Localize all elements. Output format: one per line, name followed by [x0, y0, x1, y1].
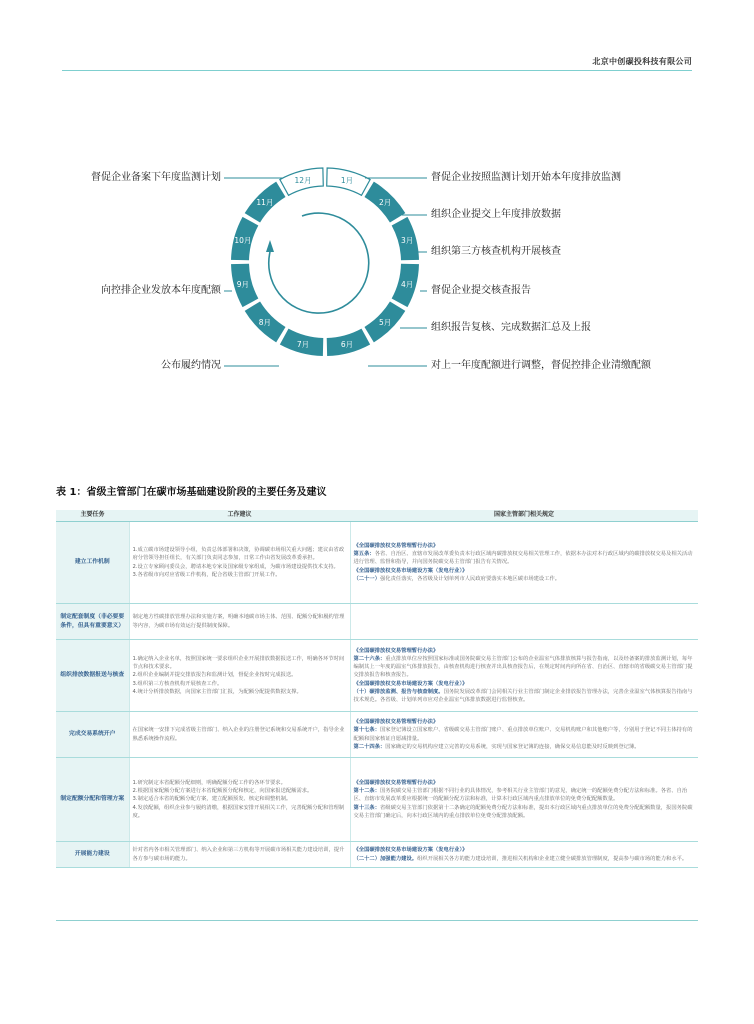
- cycle-right-label-3: 组织第三方核查机构开展核查: [431, 246, 561, 257]
- policy-clause-text: 国务院发展改革部门会同相关行业主管部门制定企业排放报告管理办法，完善企业温室气体核算报告指南与技术规范。各省级、计划单列市应对企业温室气体排放数据进行监督核查。: [353, 688, 693, 703]
- policy-clause-text: 国务院碳交易主管部门根据不同行业的具体情况，参考相关行业主管部门的意见，确定统一的配额免费分配方法和标准。各省、自治区、直辖市发展改革委应根据统一的配额分配方法和标准，计算本行政区域内重点排放单位的免费分配配额数量。: [353, 788, 688, 803]
- policy-clause: [354, 743, 696, 751]
- policy-title: 《全国碳排放权交易管理暂行办法》: [353, 543, 439, 550]
- header-suggestion: 工作建议: [129, 510, 350, 522]
- suggestion-item: 4.发放配额，组织企业参与履约清缴，根据国家安排开展相关工作，完善配额分配和管理制度。: [132, 804, 345, 819]
- cycle-left-label-1: 督促企业备案下年度监测计划: [91, 172, 221, 183]
- suggestion-item: 3.组织第三方核查机构开展核查工作。: [132, 680, 223, 687]
- suggestion-item: 制定地方性碳排放管理办法和实施方案，明确本地碳市场主体、范围、配额分配和履约管理等内容，为碳市场有效运行提供制度保障。: [132, 614, 345, 629]
- policy-cell: [350, 604, 698, 640]
- cycle-right-label-5: 组织报告复核、完成数据汇总及上报: [431, 322, 591, 333]
- suggestion-item: 3.制定适合本省的配额分配方案，建立配额预发、核定和调整机制。: [132, 796, 292, 803]
- policy-clause-text: 强化责任落实，各省级及计划单列市人民政府要落实本地区碳市场建设工作。: [380, 575, 561, 582]
- cycle-left-label-2: 向控排企业发放本年度配额: [101, 285, 221, 296]
- policy-clause-head: 第二十四条：: [353, 743, 386, 750]
- policy-cell: [350, 712, 698, 758]
- suggestion-item: 4.统计分析排放数据，向国家主管部门汇报，为配额分配提供数据支撑。: [132, 688, 302, 695]
- suggestion-item: 1.确定纳入企业名单，按照国家统一要求组织企业开展排放数据报送工作，明确各环节时间节点和技术要求。: [132, 656, 345, 671]
- table-row: [56, 640, 698, 712]
- suggestion-item: 在国家统一安排下完成省级主管部门、纳入企业的注册登记系统和交易系统开户，指导企业熟悉系统操作流程。: [132, 727, 345, 742]
- inner-cycle-arrow-arc: [269, 213, 369, 313]
- month-label-8: 8月: [258, 318, 272, 328]
- policy-clause: [354, 575, 696, 583]
- month-label-10: 10月: [234, 236, 252, 246]
- policy-clause-text: 国家确定的交易机构应建立完善的交易系统，实现与国家登记簿的连接，确保交易信息能及时反映到登记簿。: [385, 743, 640, 750]
- annual-cycle-diagram: [0, 0, 754, 470]
- month-label-3: 3月: [400, 236, 414, 246]
- suggestion-cell: [129, 640, 350, 712]
- policy-clause: [354, 655, 696, 679]
- policy-clause-text: 组织开展相关各方的能力建设培训，推进相关机构和企业建立健全碳排放管理制度，提高参与碳市场的能力和水平。: [417, 855, 688, 862]
- inner-cycle-arrowhead-icon: [266, 240, 274, 252]
- task-cell: 组织排放数据报送与核查: [56, 640, 129, 712]
- tasks-table: [56, 510, 698, 868]
- month-label-5: 5月: [378, 318, 392, 328]
- table-row: [56, 522, 698, 604]
- policy-title: 《全国碳排放权交易市场建设方案（发电行业）》: [353, 680, 468, 687]
- policy-title: 《全国碳排放权交易管理暂行办法》: [353, 780, 439, 787]
- policy-clause: [354, 787, 696, 803]
- suggestion-item: 2.设立专家顾问委员会，聘请本地专家及国家级专家组成，为碳市场建设提供技术支持。: [132, 563, 339, 570]
- month-label-6: 6月: [340, 340, 354, 350]
- suggestion-item: 1.成立碳市场建设领导小组，负责总体部署和决策，协调碳市场相关重大问题；建议由省政府分管领导担任组长，有关部门负责同志参加，日常工作由省发展改革委承担。: [132, 547, 345, 562]
- task-cell: 建立工作机制: [56, 522, 129, 604]
- suggestion-item: 针对省内各市相关管理部门、纳入企业和第三方机构等开展碳市场相关能力建设培训，提升各方参与碳市场的能力。: [132, 847, 345, 862]
- cycle-right-label-1: 督促企业按照监测计划开始本年度排放监测: [431, 172, 621, 183]
- cycle-right-label-4: 督促企业提交核查报告: [431, 285, 531, 296]
- policy-cell: [350, 640, 698, 712]
- cycle-left-label-3: 公布履约情况: [161, 360, 221, 371]
- policy-clause-text: 重点排放单位应按照国家标准或国务院碳交易主管部门公布的企业温室气体排放核算与报告指南，以及经备案的排放监测计划，每年编制其上一年度的温室气体排放报告，由核查机构进行核查并出具核查报告后，在规定时间内向所在省、自治区、直辖市的省级碳交易主管部门提交排放报告和核查报告。: [353, 656, 693, 679]
- policy-title: 《全国碳排放权交易管理暂行办法》: [353, 719, 439, 726]
- policy-cell: [350, 758, 698, 842]
- task-cell: 开展能力建设: [56, 842, 129, 868]
- task-cell: 制定配套制度（非必要要条件，但具有重要意义）: [56, 604, 129, 640]
- suggestion-cell: [129, 604, 350, 640]
- task-cell: 制定配额分配和管理方案: [56, 758, 129, 842]
- table-header-row: [56, 510, 698, 522]
- suggestion-item: 1.研究制定本省配额分配细则，明确配额分配工作的各环节要求。: [132, 780, 286, 787]
- header-policy: 国家主管部门相关规定: [350, 510, 698, 522]
- header-task: 主要任务: [56, 510, 129, 522]
- cycle-right-label-2: 组织企业提交上年度排放数据: [431, 209, 561, 220]
- suggestion-cell: [129, 758, 350, 842]
- table-row: [56, 712, 698, 758]
- table-row: [56, 604, 698, 640]
- suggestion-cell: [129, 842, 350, 868]
- month-label-7: 7月: [296, 340, 310, 350]
- month-label-1: 1月: [340, 175, 354, 185]
- month-label-12: 12月: [294, 175, 312, 185]
- policy-clause-head: （二十二）加强能力建设。: [353, 855, 418, 862]
- month-label-4: 4月: [400, 279, 414, 289]
- policy-clause-head: 第二十六条：: [353, 656, 386, 663]
- table-row: [56, 842, 698, 868]
- suggestion-cell: [129, 522, 350, 604]
- suggestion-cell: [129, 712, 350, 758]
- month-label-11: 11月: [256, 197, 274, 207]
- policy-clause-text: 省级碳交易主管部门依据第十二条确定的配额免费分配方法和标准，提出本行政区域内重点排放单位的免费分配配额数量，报国务院碳交易主管部门确定后，向本行政区域内的重点排放单位免费分配排放配额。: [353, 804, 693, 819]
- policy-clause-head: 第五条：: [353, 551, 375, 558]
- policy-clause: [354, 804, 696, 820]
- policy-clause: [354, 550, 696, 566]
- company-name: 北京中创碳投科技有限公司: [592, 57, 692, 66]
- table-row: [56, 758, 698, 842]
- policy-clause-head: （十）碳排放监测、报告与核查制度。: [353, 688, 444, 695]
- policy-clause: [354, 855, 696, 863]
- policy-clause-head: 第十二条：: [353, 788, 380, 795]
- policy-clause: [354, 688, 696, 704]
- policy-clause-text: 国家登记簿设立国家账户、省级碳交易主管部门账户、重点排放单位账户、交易机构账户和其他账户等，分别用于登记不同主体持有的配额和国家核证自愿减排量。: [353, 727, 693, 742]
- policy-title: 《全国碳排放权交易管理暂行办法》: [353, 648, 439, 655]
- policy-clause-text: 各省、自治区、直辖市发展改革委负责本行政区域内碳排放权交易相关管理工作，依据本办法对本行政区域内的碳排放权交易及相关活动进行管理、监督和指导，并向国务院碳交易主管部门报告有关情况。: [353, 551, 693, 566]
- policy-cell: [350, 842, 698, 868]
- policy-clause-head: （二十一）: [353, 575, 380, 582]
- month-label-9: 9月: [236, 279, 250, 289]
- suggestion-item: 2.根据国家配额分配方案进行本省配额预分配和核定，向国家报送配额需求。: [132, 788, 313, 795]
- policy-title: 《全国碳排放权交易市场建设方案（发电行业）》: [353, 567, 468, 574]
- suggestion-item: 3.各省级市向对应省级工作机构，配合省级主管部门开展工作。: [132, 571, 281, 578]
- policy-clause: [354, 726, 696, 742]
- policy-clause-head: 第十三条：: [353, 804, 380, 811]
- cycle-right-label-6: 对上一年度配额进行调整，督促控排企业清缴配额: [431, 360, 651, 371]
- task-cell: 完成交易系统开户: [56, 712, 129, 758]
- table-title: 表 1：省级主管部门在碳市场基础建设阶段的主要任务及建议: [56, 487, 327, 498]
- suggestion-item: 2.组织企业编制并提交排放报告和监测计划，督促企业按时完成报送。: [132, 672, 297, 679]
- month-label-2: 2月: [378, 197, 392, 207]
- policy-clause-head: 第十七条：: [353, 727, 380, 734]
- table-bottom-rule: [56, 920, 698, 921]
- policy-title: 《全国碳排放权交易市场建设方案（发电行业）》: [353, 847, 468, 854]
- policy-cell: [350, 522, 698, 604]
